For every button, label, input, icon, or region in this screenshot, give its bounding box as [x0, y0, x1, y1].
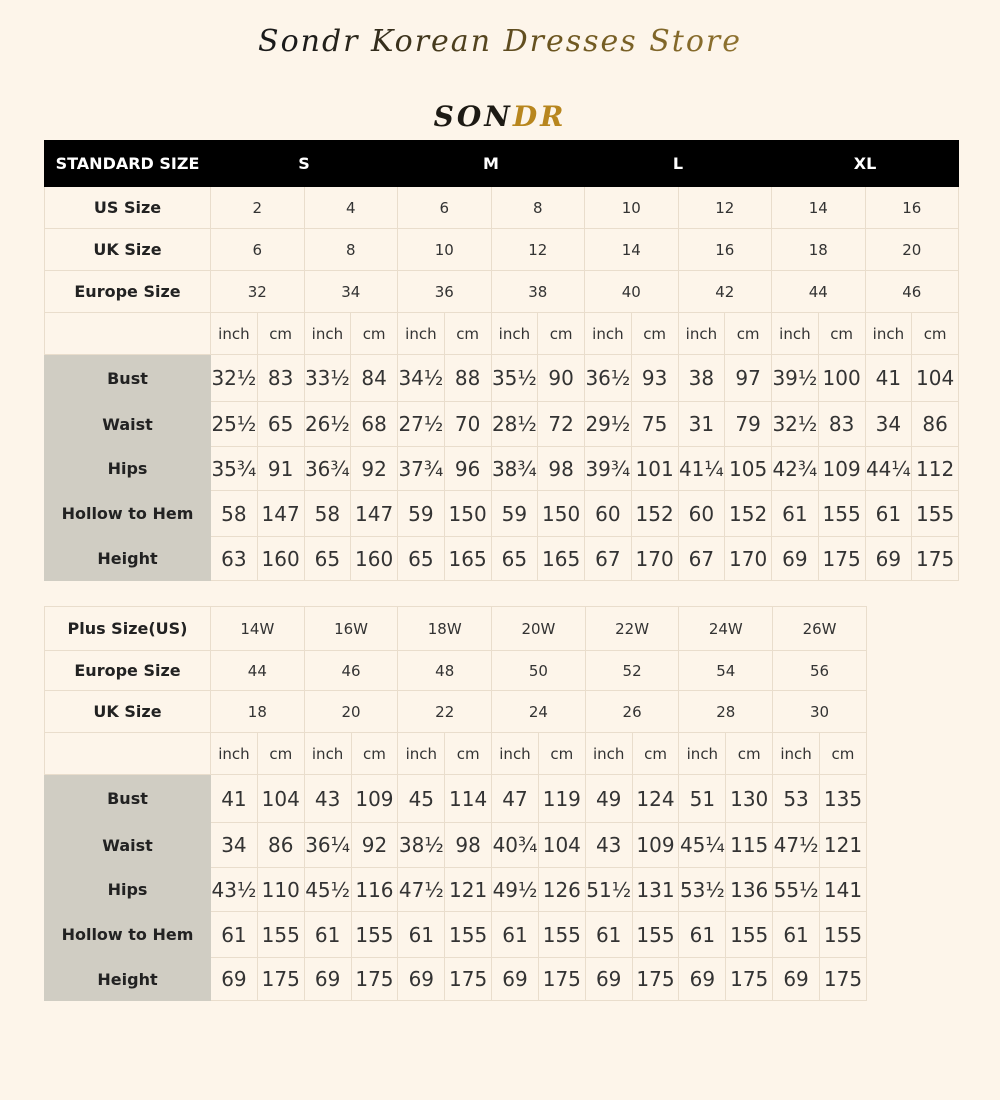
measurement-cell: 126	[538, 868, 585, 912]
measurement-row	[45, 823, 867, 868]
unit-cm: cm	[257, 733, 304, 775]
size-cell: 8	[491, 187, 585, 229]
measurement-cell: 104	[912, 355, 959, 402]
measurement-row	[45, 775, 867, 823]
size-cell: 8	[304, 229, 398, 271]
size-row	[45, 271, 959, 313]
unit-inch: inch	[304, 733, 351, 775]
measurement-cell: 175	[445, 958, 492, 1001]
size-group-l: L	[585, 141, 772, 187]
size-group-s: S	[211, 141, 398, 187]
size-cell: 20	[865, 229, 959, 271]
measurement-cell: 93	[631, 355, 678, 402]
size-cell: 18	[772, 229, 866, 271]
row-label: UK Size	[45, 691, 211, 733]
measurement-cell: 60	[678, 491, 725, 537]
measurement-cell: 116	[351, 868, 398, 912]
standard-size-chart	[44, 140, 959, 581]
measurement-cell: 79	[725, 402, 772, 447]
measurement-cell: 175	[818, 537, 865, 581]
unit-inch: inch	[773, 733, 820, 775]
measurement-cell: 92	[351, 447, 398, 491]
size-cell: 20	[304, 691, 398, 733]
measurement-cell: 83	[818, 402, 865, 447]
size-cell: 12	[491, 229, 585, 271]
size-row	[45, 651, 867, 691]
measurement-cell: 155	[351, 912, 398, 958]
measurement-cell: 49	[585, 775, 632, 823]
size-cell: 22	[398, 691, 492, 733]
measurement-label: Hips	[45, 447, 211, 491]
measurement-label: Height	[45, 537, 211, 581]
size-cell: 18	[211, 691, 305, 733]
measurement-cell: 43½	[211, 868, 258, 912]
measurement-row	[45, 402, 959, 447]
measurement-cell: 121	[445, 868, 492, 912]
unit-cm: cm	[819, 733, 866, 775]
measurement-row	[45, 868, 867, 912]
measurement-cell: 45½	[304, 868, 351, 912]
empty-cell	[45, 313, 211, 355]
size-cell: 32	[211, 271, 305, 313]
size-cell: 46	[304, 651, 398, 691]
measurement-cell: 47½	[773, 823, 820, 868]
measurement-cell: 36¾	[304, 447, 351, 491]
measurement-row	[45, 355, 959, 402]
measurement-label: Waist	[45, 402, 211, 447]
measurement-cell: 69	[585, 958, 632, 1001]
measurement-cell: 61	[398, 912, 445, 958]
measurement-cell: 175	[912, 537, 959, 581]
measurement-cell: 104	[538, 823, 585, 868]
measurement-cell: 175	[819, 958, 866, 1001]
measurement-cell: 155	[818, 491, 865, 537]
measurement-cell: 98	[445, 823, 492, 868]
measurement-cell: 92	[351, 823, 398, 868]
unit-cm: cm	[351, 733, 398, 775]
unit-inch: inch	[304, 313, 351, 355]
measurement-cell: 152	[631, 491, 678, 537]
unit-cm: cm	[725, 313, 772, 355]
title-word: Store	[649, 24, 742, 59]
unit-inch: inch	[398, 313, 445, 355]
measurement-cell: 130	[726, 775, 773, 823]
size-cell: 28	[679, 691, 773, 733]
size-cell: 10	[398, 229, 492, 271]
measurement-cell: 59	[491, 491, 538, 537]
measurement-cell: 33½	[304, 355, 351, 402]
measurement-cell: 32½	[772, 402, 819, 447]
size-row	[45, 691, 867, 733]
measurement-cell: 175	[351, 958, 398, 1001]
measurement-cell: 175	[632, 958, 679, 1001]
measurement-cell: 69	[211, 958, 258, 1001]
title-word: Dresses	[503, 24, 638, 59]
size-cell: 16	[865, 187, 959, 229]
unit-inch: inch	[585, 313, 632, 355]
measurement-cell: 109	[632, 823, 679, 868]
unit-cm: cm	[538, 733, 585, 775]
unit-inch: inch	[772, 313, 819, 355]
measurement-cell: 98	[538, 447, 585, 491]
measurement-cell: 147	[351, 491, 398, 537]
measurement-cell: 69	[772, 537, 819, 581]
measurement-cell: 38¾	[491, 447, 538, 491]
measurement-cell: 58	[304, 491, 351, 537]
measurement-cell: 45¼	[679, 823, 726, 868]
measurement-cell: 175	[538, 958, 585, 1001]
measurement-cell: 86	[912, 402, 959, 447]
row-label: Europe Size	[45, 651, 211, 691]
size-cell: 14W	[211, 607, 305, 651]
unit-inch: inch	[678, 313, 725, 355]
measurement-cell: 155	[819, 912, 866, 958]
measurement-label: Hollow to Hem	[45, 912, 211, 958]
measurement-label: Hollow to Hem	[45, 491, 211, 537]
unit-inch: inch	[585, 733, 632, 775]
measurement-cell: 121	[819, 823, 866, 868]
measurement-cell: 67	[585, 537, 632, 581]
measurement-cell: 75	[631, 402, 678, 447]
measurement-cell: 88	[444, 355, 491, 402]
size-cell: 26	[585, 691, 679, 733]
measurement-cell: 155	[538, 912, 585, 958]
measurement-cell: 44¼	[865, 447, 912, 491]
measurement-cell: 43	[585, 823, 632, 868]
measurement-cell: 105	[725, 447, 772, 491]
measurement-cell: 65	[257, 402, 304, 447]
measurement-cell: 53½	[679, 868, 726, 912]
measurement-cell: 39¾	[585, 447, 632, 491]
unit-cm: cm	[257, 313, 304, 355]
size-cell: 38	[491, 271, 585, 313]
unit-row	[45, 733, 867, 775]
measurement-cell: 36¼	[304, 823, 351, 868]
unit-inch: inch	[491, 313, 538, 355]
size-group-xl: XL	[772, 141, 959, 187]
measurement-cell: 61	[304, 912, 351, 958]
measurement-cell: 65	[491, 537, 538, 581]
size-cell: 20W	[492, 607, 586, 651]
measurement-cell: 47	[492, 775, 539, 823]
row-label: US Size	[45, 187, 211, 229]
measurement-cell: 69	[679, 958, 726, 1001]
unit-cm: cm	[538, 313, 585, 355]
measurement-cell: 61	[679, 912, 726, 958]
measurement-cell: 72	[538, 402, 585, 447]
measurement-cell: 69	[492, 958, 539, 1001]
measurement-cell: 104	[257, 775, 304, 823]
unit-cm: cm	[726, 733, 773, 775]
brand-logo	[0, 100, 1000, 133]
size-cell: 14	[585, 229, 679, 271]
measurement-cell: 32½	[211, 355, 258, 402]
size-cell: 54	[679, 651, 773, 691]
unit-inch: inch	[865, 313, 912, 355]
measurement-cell: 25½	[211, 402, 258, 447]
measurement-cell: 124	[632, 775, 679, 823]
measurement-cell: 61	[773, 912, 820, 958]
unit-inch: inch	[398, 733, 445, 775]
measurement-cell: 136	[726, 868, 773, 912]
size-cell: 10	[585, 187, 679, 229]
measurement-row	[45, 912, 867, 958]
size-cell: 52	[585, 651, 679, 691]
size-row	[45, 229, 959, 271]
measurement-label: Bust	[45, 355, 211, 402]
measurement-cell: 37¾	[398, 447, 445, 491]
size-cell: 30	[773, 691, 867, 733]
measurement-cell: 60	[585, 491, 632, 537]
unit-cm: cm	[444, 313, 491, 355]
measurement-cell: 38	[678, 355, 725, 402]
measurement-cell: 131	[632, 868, 679, 912]
measurement-cell: 160	[257, 537, 304, 581]
measurement-cell: 34	[211, 823, 258, 868]
measurement-label: Bust	[45, 775, 211, 823]
measurement-cell: 28½	[491, 402, 538, 447]
unit-inch: inch	[679, 733, 726, 775]
measurement-cell: 100	[818, 355, 865, 402]
size-cell: 44	[211, 651, 305, 691]
measurement-row	[45, 447, 959, 491]
measurement-cell: 69	[865, 537, 912, 581]
measurement-cell: 83	[257, 355, 304, 402]
measurement-cell: 55½	[773, 868, 820, 912]
measurement-cell: 59	[398, 491, 445, 537]
measurement-cell: 27½	[398, 402, 445, 447]
measurement-cell: 112	[912, 447, 959, 491]
logo-part: SON	[433, 100, 513, 133]
unit-cm: cm	[818, 313, 865, 355]
measurement-cell: 109	[351, 775, 398, 823]
unit-row	[45, 313, 959, 355]
empty-cell	[45, 733, 211, 775]
measurement-cell: 47½	[398, 868, 445, 912]
measurement-cell: 42¾	[772, 447, 819, 491]
size-cell: 42	[678, 271, 772, 313]
size-cell: 24W	[679, 607, 773, 651]
measurement-cell: 51	[679, 775, 726, 823]
size-cell: 14	[772, 187, 866, 229]
unit-inch: inch	[211, 313, 258, 355]
size-cell: 6	[398, 187, 492, 229]
size-cell: 26W	[773, 607, 867, 651]
measurement-cell: 115	[726, 823, 773, 868]
measurement-cell: 90	[538, 355, 585, 402]
plus-size-chart	[44, 606, 867, 1001]
standard-size-header: STANDARD SIZE	[45, 141, 211, 187]
measurement-cell: 41	[211, 775, 258, 823]
size-cell: 16	[678, 229, 772, 271]
size-cell: 40	[585, 271, 679, 313]
measurement-cell: 165	[538, 537, 585, 581]
measurement-cell: 69	[773, 958, 820, 1001]
measurement-cell: 35¾	[211, 447, 258, 491]
measurement-cell: 43	[304, 775, 351, 823]
store-title	[0, 24, 1000, 59]
size-cell: 12	[678, 187, 772, 229]
size-cell: 48	[398, 651, 492, 691]
unit-cm: cm	[632, 733, 679, 775]
size-cell: 22W	[585, 607, 679, 651]
measurement-cell: 96	[444, 447, 491, 491]
measurement-cell: 155	[445, 912, 492, 958]
row-label: Plus Size(US)	[45, 607, 211, 651]
measurement-cell: 150	[444, 491, 491, 537]
size-cell: 6	[211, 229, 305, 271]
measurement-cell: 67	[678, 537, 725, 581]
header-row	[45, 141, 959, 187]
measurement-cell: 152	[725, 491, 772, 537]
measurement-cell: 70	[444, 402, 491, 447]
measurement-cell: 61	[211, 912, 258, 958]
measurement-cell: 69	[398, 958, 445, 1001]
measurement-cell: 91	[257, 447, 304, 491]
title-word: Sondr	[258, 24, 360, 59]
size-cell: 18W	[398, 607, 492, 651]
size-cell: 56	[773, 651, 867, 691]
size-cell: 24	[492, 691, 586, 733]
measurement-row	[45, 491, 959, 537]
measurement-cell: 38½	[398, 823, 445, 868]
size-cell: 50	[492, 651, 586, 691]
unit-cm: cm	[351, 313, 398, 355]
measurement-cell: 155	[912, 491, 959, 537]
measurement-cell: 175	[257, 958, 304, 1001]
size-cell: 36	[398, 271, 492, 313]
measurement-cell: 61	[772, 491, 819, 537]
measurement-cell: 175	[726, 958, 773, 1001]
size-cell: 34	[304, 271, 398, 313]
measurement-cell: 110	[257, 868, 304, 912]
measurement-cell: 165	[444, 537, 491, 581]
title-word: Korean	[371, 24, 493, 59]
unit-inch: inch	[492, 733, 539, 775]
measurement-cell: 84	[351, 355, 398, 402]
measurement-cell: 69	[304, 958, 351, 1001]
size-cell: 44	[772, 271, 866, 313]
measurement-cell: 61	[585, 912, 632, 958]
measurement-cell: 147	[257, 491, 304, 537]
size-cell: 4	[304, 187, 398, 229]
size-group-m: M	[398, 141, 585, 187]
measurement-cell: 150	[538, 491, 585, 537]
measurement-cell: 170	[725, 537, 772, 581]
size-cell: 16W	[304, 607, 398, 651]
measurement-cell: 101	[631, 447, 678, 491]
measurement-cell: 41¼	[678, 447, 725, 491]
size-cell: 46	[865, 271, 959, 313]
measurement-cell: 61	[492, 912, 539, 958]
measurement-cell: 141	[819, 868, 866, 912]
measurement-cell: 26½	[304, 402, 351, 447]
size-cell: 2	[211, 187, 305, 229]
measurement-cell: 135	[819, 775, 866, 823]
measurement-cell: 45	[398, 775, 445, 823]
unit-cm: cm	[631, 313, 678, 355]
measurement-cell: 34	[865, 402, 912, 447]
measurement-cell: 155	[726, 912, 773, 958]
measurement-cell: 36½	[585, 355, 632, 402]
logo-part: DR	[512, 100, 567, 133]
measurement-cell: 35½	[491, 355, 538, 402]
measurement-label: Hips	[45, 868, 211, 912]
measurement-cell: 51½	[585, 868, 632, 912]
measurement-cell: 53	[773, 775, 820, 823]
measurement-cell: 114	[445, 775, 492, 823]
measurement-cell: 63	[211, 537, 258, 581]
unit-cm: cm	[445, 733, 492, 775]
measurement-cell: 155	[632, 912, 679, 958]
measurement-cell: 97	[725, 355, 772, 402]
measurement-cell: 109	[818, 447, 865, 491]
measurement-row	[45, 958, 867, 1001]
measurement-row	[45, 537, 959, 581]
measurement-cell: 170	[631, 537, 678, 581]
row-label: Europe Size	[45, 271, 211, 313]
measurement-cell: 155	[257, 912, 304, 958]
measurement-cell: 49½	[492, 868, 539, 912]
measurement-cell: 160	[351, 537, 398, 581]
measurement-cell: 65	[398, 537, 445, 581]
measurement-label: Height	[45, 958, 211, 1001]
measurement-cell: 119	[538, 775, 585, 823]
measurement-label: Waist	[45, 823, 211, 868]
measurement-cell: 31	[678, 402, 725, 447]
unit-inch: inch	[211, 733, 258, 775]
row-label: UK Size	[45, 229, 211, 271]
size-row	[45, 607, 867, 651]
measurement-cell: 40¾	[492, 823, 539, 868]
measurement-cell: 34½	[398, 355, 445, 402]
measurement-cell: 58	[211, 491, 258, 537]
unit-cm: cm	[912, 313, 959, 355]
measurement-cell: 29½	[585, 402, 632, 447]
measurement-cell: 41	[865, 355, 912, 402]
measurement-cell: 61	[865, 491, 912, 537]
measurement-cell: 86	[257, 823, 304, 868]
measurement-cell: 39½	[772, 355, 819, 402]
size-row	[45, 187, 959, 229]
measurement-cell: 65	[304, 537, 351, 581]
measurement-cell: 68	[351, 402, 398, 447]
